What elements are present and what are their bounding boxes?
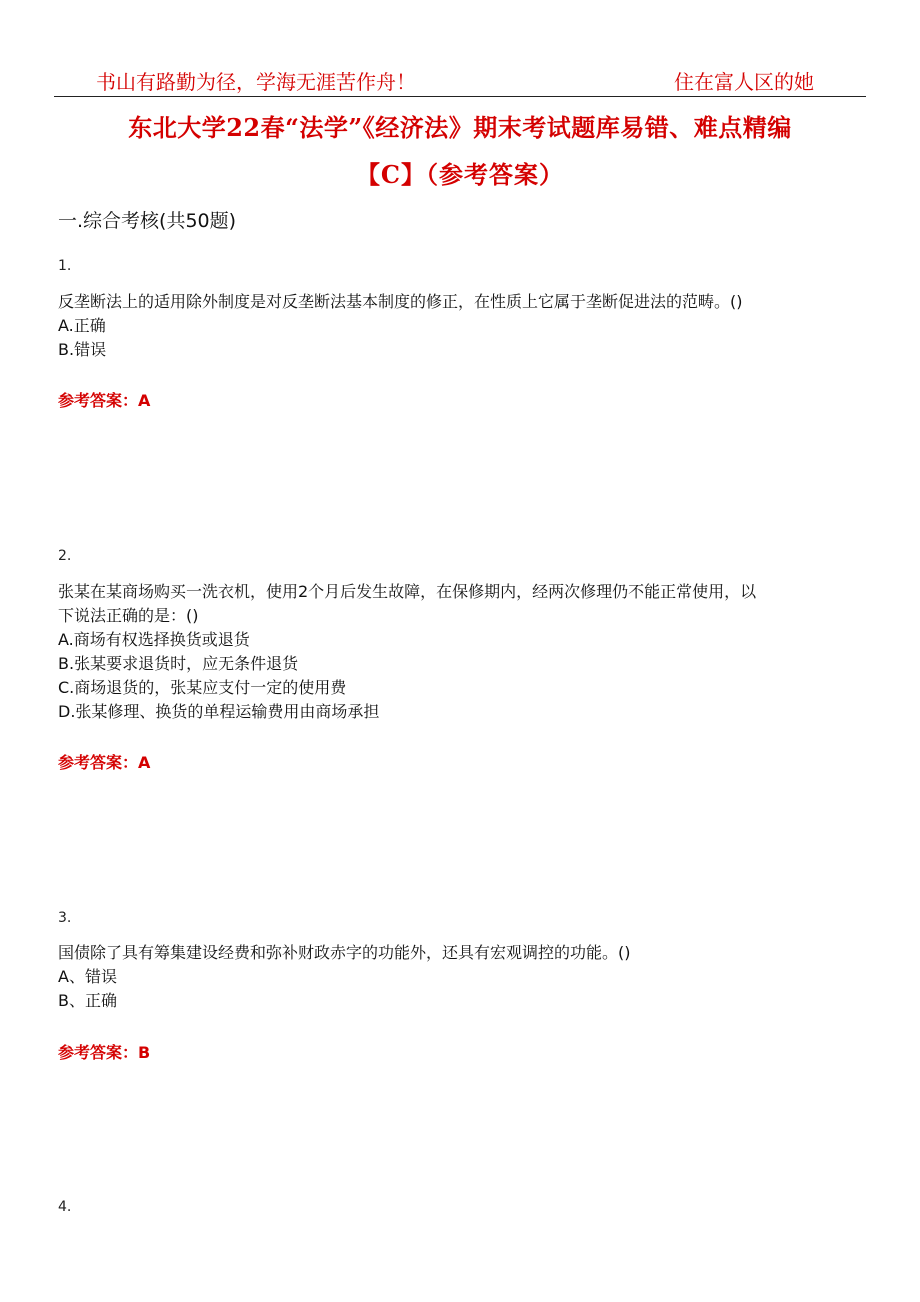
question-option: A.商场有权选择换货或退货 xyxy=(58,630,250,649)
section-heading: 一.综合考核(共50题) xyxy=(58,210,237,232)
question-option: A.正确 xyxy=(58,316,106,335)
document-title-line-1: 东北大学22春“法学”《经济法》期末考试题库易错、难点精编 xyxy=(128,113,792,142)
document-title-line-2: 【C】（参考答案） xyxy=(355,160,565,189)
answer-label: 参考答案：B xyxy=(58,1043,151,1062)
question-stem: 下说法正确的是：() xyxy=(58,606,199,625)
question-option: B.张某要求退货时，应无条件退货 xyxy=(58,654,299,673)
question-option: A、错误 xyxy=(58,967,117,986)
question-stem: 国债除了具有筹集建设经费和弥补财政赤字的功能外，还具有宏观调控的功能。() xyxy=(58,943,631,962)
header-author: 住在富人区的她 xyxy=(674,70,814,94)
question-number: 4. xyxy=(58,1199,72,1215)
question-stem: 反垄断法上的适用除外制度是对反垄断法基本制度的修正，在性质上它属于垄断促进法的范畴。() xyxy=(58,292,743,311)
question-option: D.张某修理、换货的单程运输费用由商场承担 xyxy=(58,702,380,721)
question-number: 3. xyxy=(58,910,72,926)
answer-label: 参考答案：A xyxy=(58,391,151,410)
header-divider xyxy=(54,96,866,97)
answer-label: 参考答案：A xyxy=(58,753,151,772)
question-number: 2. xyxy=(58,548,72,564)
question-option: B、正确 xyxy=(58,991,117,1010)
question-option: B.错误 xyxy=(58,340,107,359)
question-number: 1. xyxy=(58,258,72,274)
question-stem: 张某在某商场购买一洗衣机，使用2个月后发生故障，在保修期内，经两次修理仍不能正常使用，以 xyxy=(58,582,757,601)
question-option: C.商场退货的，张某应支付一定的使用费 xyxy=(58,678,347,697)
header-motto: 书山有路勤为径，学海无涯苦作舟！ xyxy=(96,70,416,94)
